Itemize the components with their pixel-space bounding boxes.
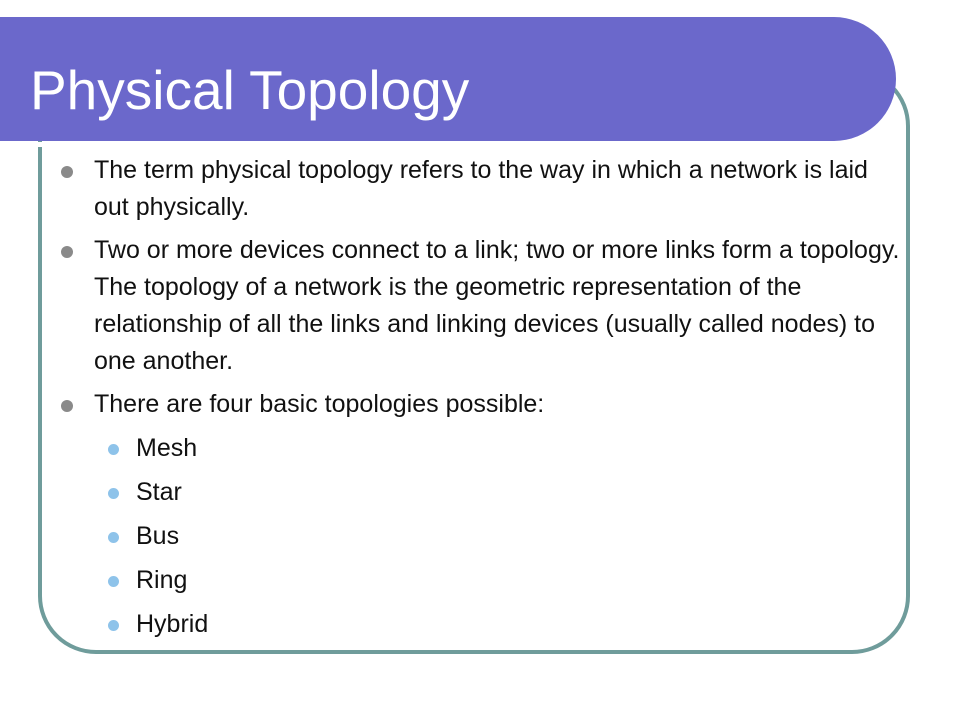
title-underline (0, 142, 848, 147)
slide-title: Physical Topology (30, 59, 470, 121)
sub-bullet-item (136, 430, 197, 467)
sub-bullet-dot-icon (108, 444, 119, 455)
sub-bullet-dot-icon (108, 620, 119, 631)
bullet-dot-icon (61, 400, 73, 412)
sub-bullet-text: Ring (136, 566, 188, 594)
sub-bullet-text: Hybrid (136, 610, 209, 638)
sub-bullet-item (136, 606, 208, 643)
bullet-item (94, 386, 904, 423)
title-bar (0, 17, 896, 141)
sub-bullet-text: Mesh (136, 434, 198, 462)
sub-bullet-text: Star (136, 478, 182, 506)
bullet-text: There are four basic topologies possible: (94, 390, 545, 418)
sub-bullet-dot-icon (108, 488, 119, 499)
bullet-text: Two or more devices connect to a link; two or more links form a topology. The topology of a network is the geometric representation of the relationship of all the links and linking devices (usually called nodes) to one another. (94, 236, 900, 375)
bullet-dot-icon (61, 246, 73, 258)
bullet-item (94, 152, 904, 226)
bullet-text: The term physical topology refers to the way in which a network is laid out physically. (94, 156, 868, 221)
sub-bullet-item (136, 562, 187, 599)
sub-bullet-item (136, 474, 182, 511)
bullet-dot-icon (61, 166, 73, 178)
sub-bullet-item (136, 518, 179, 555)
sub-bullet-dot-icon (108, 576, 119, 587)
sub-bullet-text: Bus (136, 522, 180, 550)
bullet-item (94, 232, 904, 380)
sub-bullet-dot-icon (108, 532, 119, 543)
